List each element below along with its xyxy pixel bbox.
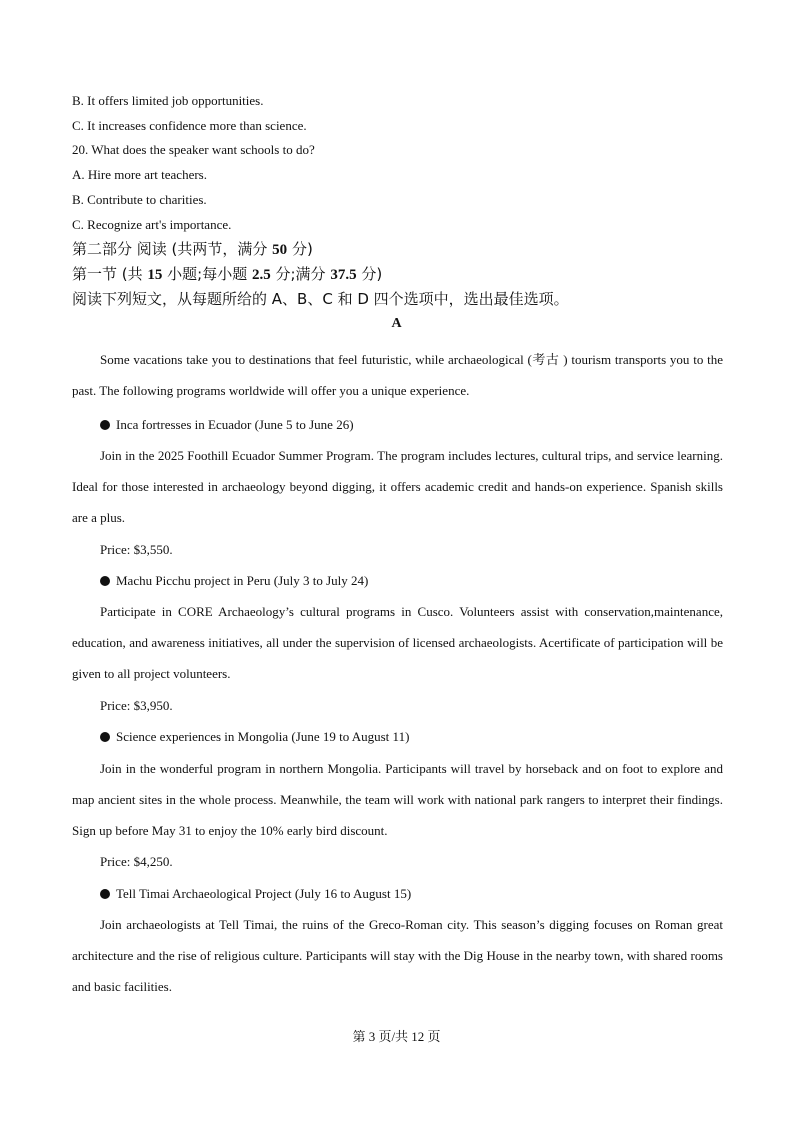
- program-body-peru: Participate in CORE Archaeology’s cultural programs in Cusco. Volunteers assist with conservation,maintenance, education, and awareness initiatives, all under the supervision of licensed archaeologists. Acertificate of participation will be given to all project volunteers.: [72, 604, 723, 681]
- part-two-title: 第二部分 阅读 (共两节，满分 50 分): [72, 240, 313, 258]
- q20-option-c: C. Recognize art's importance.: [72, 217, 232, 232]
- program-heading-ecuador: Inca fortresses in Ecuador (June 5 to June 26): [100, 417, 354, 433]
- q19-option-c: C. It increases confidence more than science.: [72, 118, 307, 133]
- section-one-title: 第一节 (共 15 小题;每小题 2.5 分;满分 37.5 分): [72, 265, 383, 283]
- bullet-icon: [100, 576, 110, 586]
- program-price-ecuador: Price: $3,550.: [100, 542, 173, 557]
- bullet-icon: [100, 889, 110, 899]
- program-body-tell-timai: Join archaeologists at Tell Timai, the ruins of the Greco-Roman city. This season’s digging focuses on Roman great architecture and the rise of religious culture. Participants will stay with the Dig House in the nearby town, with shared rooms and basic facilities.: [72, 917, 723, 994]
- program-heading-mongolia: Science experiences in Mongolia (June 19 to August 11): [100, 729, 409, 745]
- bullet-icon: [100, 420, 110, 430]
- program-heading-tell-timai: Tell Timai Archaeological Project (July 16 to August 15): [100, 886, 411, 902]
- q20-option-a: A. Hire more art teachers.: [72, 167, 207, 182]
- program-price-mongolia: Price: $4,250.: [100, 854, 173, 869]
- page-number: 第 3 页/共 12 页: [352, 1029, 441, 1044]
- q20-option-b: B. Contribute to charities.: [72, 192, 207, 207]
- q19-option-b: B. It offers limited job opportunities.: [72, 93, 264, 108]
- program-body-mongolia: Join in the wonderful program in northern Mongolia. Participants will travel by horseback and on foot to explore and map ancient sites in the whole process. Meanwhile, the team will work with national park rangers to interpret their findings. Sign up before May 31 to enjoy the 10% early bird discount.: [72, 761, 723, 838]
- q20-stem: 20. What does the speaker want schools to do?: [72, 142, 315, 157]
- program-body-ecuador: Join in the 2025 Foothill Ecuador Summer Program. The program includes lectures, cultural trips, and service learning. Ideal for those interested in archaeology beyond digging, it offers academic credit and hands-on experience. Spanish skills are a plus.: [72, 448, 723, 525]
- passage-letter: A: [391, 316, 402, 331]
- passage-intro: Some vacations take you to destinations that feel futuristic, while archaeological (考古 ) tourism transports you to the past. The following programs worldwide will offer you a unique experience.: [72, 352, 723, 398]
- program-price-peru: Price: $3,950.: [100, 698, 173, 713]
- bullet-icon: [100, 732, 110, 742]
- program-heading-peru: Machu Picchu project in Peru (July 3 to July 24): [100, 573, 368, 589]
- reading-instruction: 阅读下列短文，从每题所给的 A、B、C 和 D 四个选项中，选出最佳选项。: [72, 290, 569, 308]
